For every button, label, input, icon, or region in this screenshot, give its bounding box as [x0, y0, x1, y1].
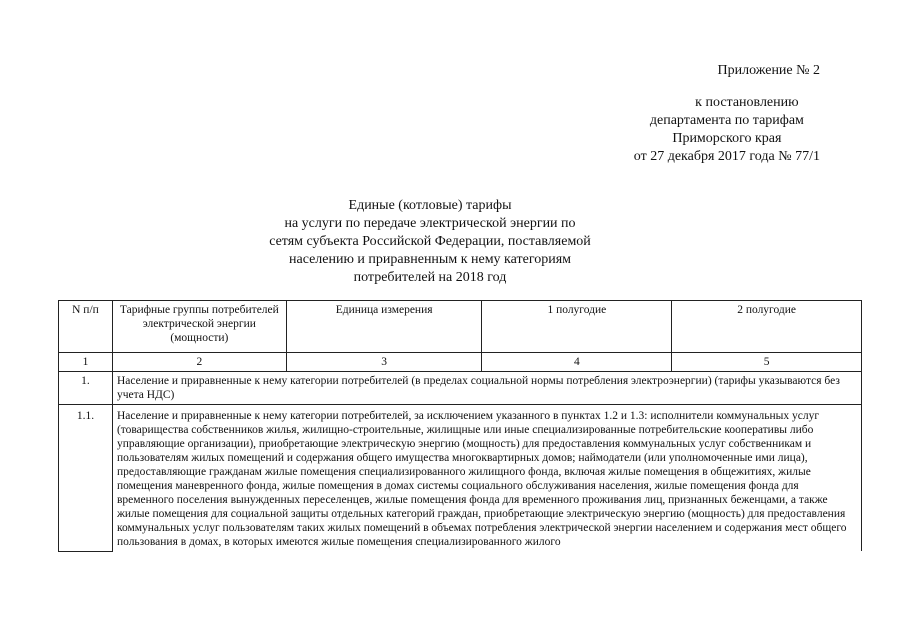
appendix-title: Приложение № 2 — [717, 63, 820, 78]
row-index: 1.1. — [59, 405, 113, 552]
header-half-2: 2 полугодие — [672, 301, 862, 353]
header-tariff-groups: Тарифные группы потребителей электрической энергии (мощности) — [112, 301, 286, 353]
column-number: 3 — [286, 353, 482, 372]
column-number: 1 — [59, 353, 113, 372]
appendix-line-2: департамента по тарифам — [649, 113, 804, 128]
header-unit: Единица измерения — [286, 301, 482, 353]
table-header-row — [59, 301, 862, 353]
column-number: 5 — [672, 353, 862, 372]
header-half-1: 1 полугодие — [482, 301, 672, 353]
column-number-row — [59, 353, 862, 372]
appendix-line-4: от 27 декабря 2017 года № 77/1 — [633, 149, 820, 164]
tariff-table — [58, 300, 862, 552]
row-text: Население и приравненные к нему категории потребителей (в пределах социальной нормы потребления электроэнергии) (тарифы указываются без учета НДС) — [112, 372, 861, 405]
title-line-4: населению и приравненным к нему категориям — [288, 252, 572, 267]
appendix-block — [634, 62, 820, 166]
document-title — [250, 197, 610, 287]
table-row — [59, 405, 862, 552]
appendix-line-3: Приморского края — [672, 131, 782, 146]
title-line-3: сетям субъекта Российской Федерации, поставляемой — [269, 234, 591, 249]
title-line-1: Единые (котловые) тарифы — [348, 198, 512, 213]
column-number: 4 — [482, 353, 672, 372]
title-line-2: на услуги по передаче электрической энергии по — [284, 216, 576, 231]
table-row — [59, 372, 862, 405]
row-text: Население и приравненные к нему категории потребителей, за исключением указанного в пунктах 1.2 и 1.3: исполнители коммунальных услуг (товарищества собственников жилья, жилищно-строительные, жилищные или иные специализированные потребительские кооперативы либо управляющие организации), приобретающие электрическую энергию (мощность) для предоставления коммунальных услуг собственникам и пользователям жилых помещений и содержания общего имущества многоквартирных домов; наймодатели (или уполномоченные ими лица), предоставляющие гражданам жилые помещения специализированного жилищного фонда, включая жилые помещения в общежитиях, жилые помещения маневренного фонда, жилые помещения в домах системы социального обслуживания населения, жилые помещения фонда для временного поселения вынужденных переселенцев, жилые помещения фонда для временного проживания лиц, признанных беженцами, а также жилые помещения для социальной защиты отдельных категорий граждан, приобретающие электрическую энергию (мощность) для предоставления коммунальных услуг пользователям таких жилых помещений в объемах потребления электрической энергии населением и содержания мест общего пользования в домах, в которых имеются жилые помещения специализированного жилого — [112, 405, 861, 552]
header-index: N п/п — [59, 301, 113, 353]
row-index: 1. — [59, 372, 113, 405]
appendix-line-1: к постановлению — [695, 95, 799, 110]
title-line-5: потребителей на 2018 год — [353, 270, 507, 285]
column-number: 2 — [112, 353, 286, 372]
